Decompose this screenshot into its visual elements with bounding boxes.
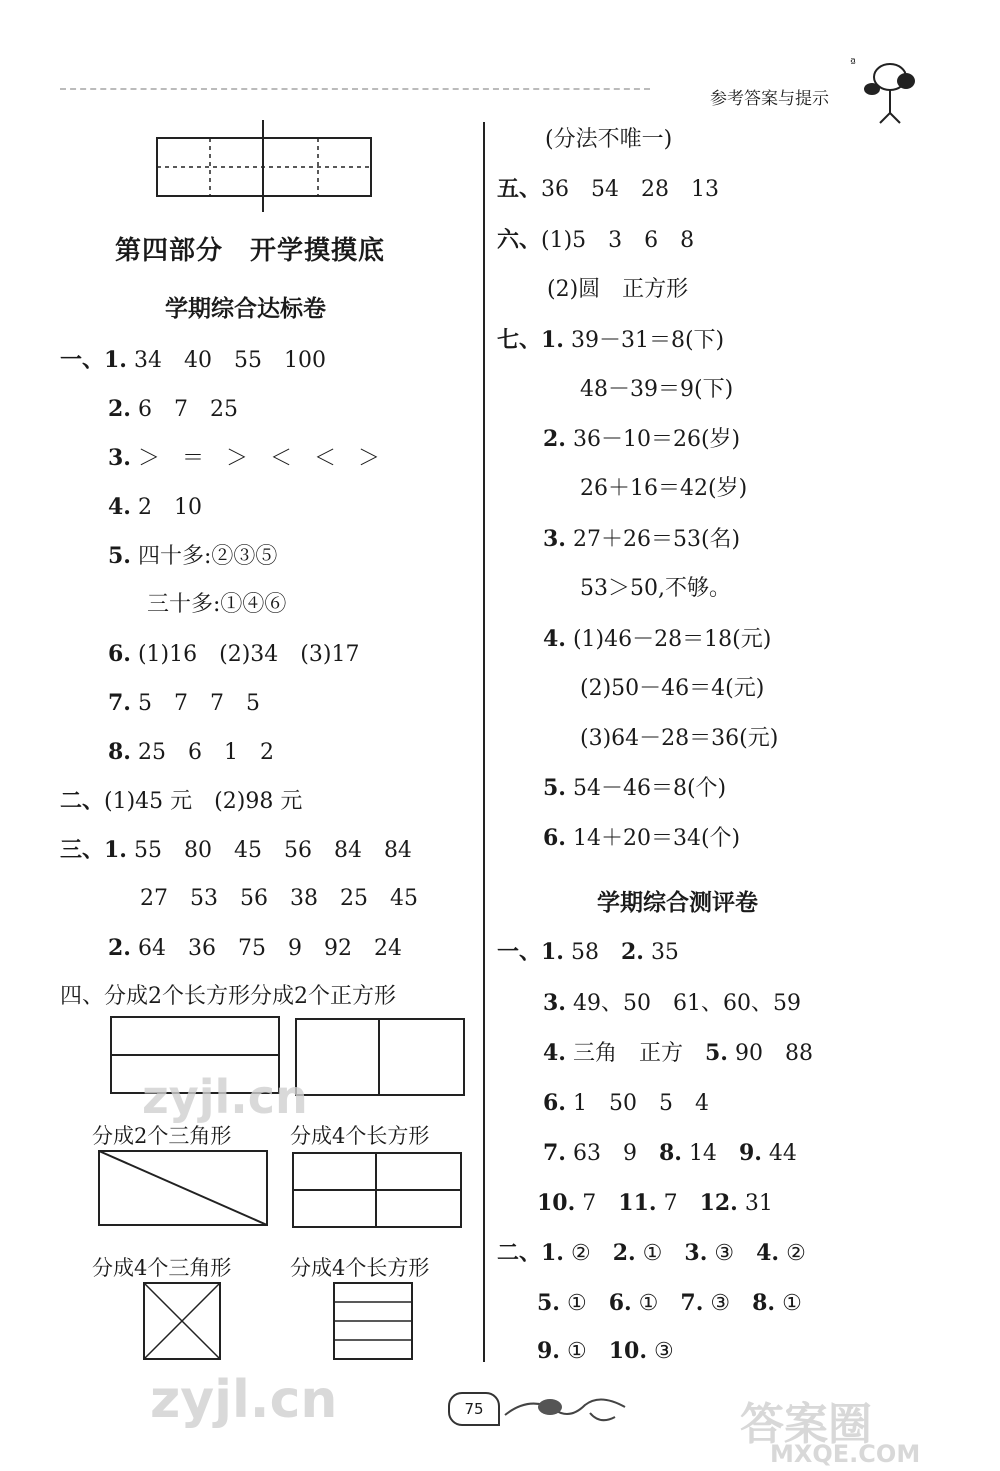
four-rectangles-figure-b <box>333 1282 415 1362</box>
answer-line: 5. ① 6. ① 7. ③ 8. ① <box>537 1290 802 1316</box>
answer-line: (2)50－46＝4(元) <box>580 676 765 701</box>
answer-line: 五、36 54 28 13 <box>497 176 719 202</box>
answer-line: 4. 2 10 <box>108 494 202 520</box>
four-rectangles-figure-a <box>292 1152 464 1230</box>
note-line: (分法不唯一) <box>545 127 673 152</box>
watermark: zyjl.cn <box>150 1370 338 1430</box>
answer-line: 5. 四十多:②③⑤ <box>108 543 278 569</box>
answer-line: 七、1. 39－31＝8(下) <box>497 327 725 353</box>
four-triangles-figure <box>143 1282 223 1362</box>
answer-line: 10. 7 11. 7 12. 31 <box>537 1190 773 1216</box>
answer-line: 六、(1)5 3 6 8 <box>497 227 695 253</box>
answer-line: 2. 64 36 75 9 92 24 <box>108 935 402 961</box>
answer-line: 7. 5 7 7 5 <box>108 690 260 716</box>
answer-line: 一、1. 34 40 55 100 <box>60 347 326 373</box>
watermark: zyjl.cn <box>142 1070 308 1124</box>
answer-line: 6. 1 50 5 4 <box>543 1090 709 1116</box>
answer-line: 9. ① 10. ③ <box>537 1338 674 1364</box>
answer-line: 二、(1)45 元 (2)98 元 <box>60 788 303 814</box>
watermark: MXQE.COM <box>770 1440 921 1468</box>
answer-line: 三十多:①④⑥ <box>147 592 287 617</box>
two-squares-figure <box>295 1018 467 1098</box>
answer-line: 二、1. ② 2. ① 3. ③ 4. ② <box>497 1240 806 1266</box>
answer-line: 7. 63 9 8. 14 9. 44 <box>543 1140 797 1166</box>
footer-decoration-icon <box>500 1385 630 1430</box>
answer-line: 53＞50,不够。 <box>580 576 731 601</box>
right-subtitle: 学期综合测评卷 <box>597 890 758 916</box>
answer-line: 3. 49、50 61、60、59 <box>543 990 801 1016</box>
answer-line: 一、1. 58 2. 35 <box>497 939 679 965</box>
answer-line: 3. 27＋26＝53(名) <box>543 526 741 552</box>
caption-two-triangles: 分成2个三角形 <box>92 1124 232 1148</box>
answer-line: (3)64－28＝36(元) <box>580 726 779 751</box>
answer-line: 6. 14＋20＝34(个) <box>543 825 741 851</box>
answer-line: 48－39＝9(下) <box>580 377 734 402</box>
header-title: 参考答案与提示 <box>710 89 829 109</box>
caption-four-rectangles-b: 分成4个长方形 <box>290 1256 430 1280</box>
left-subtitle: 学期综合达标卷 <box>165 296 326 322</box>
divided-rectangle-figure <box>155 120 375 215</box>
answer-line: 3. ＞ ＝ ＞ ＜ ＜ ＞ <box>108 445 380 471</box>
answer-line: 2. 6 7 25 <box>108 396 238 422</box>
mascot-icon <box>850 55 930 125</box>
answer-line: 2. 36－10＝26(岁) <box>543 426 741 452</box>
answer-line: (2)圆 正方形 <box>547 277 689 302</box>
caption-four-triangles: 分成4个三角形 <box>92 1256 232 1280</box>
caption-four-rectangles-a: 分成4个长方形 <box>290 1124 430 1148</box>
header-rule <box>60 88 650 90</box>
section-title: 第四部分 开学摸摸底 <box>115 236 386 266</box>
two-triangles-figure <box>98 1150 270 1228</box>
answer-line: 26＋16＝42(岁) <box>580 476 748 501</box>
answer-line: 三、1. 55 80 45 56 84 84 <box>60 837 412 863</box>
page-number: 75 <box>448 1392 500 1426</box>
svg-text:ª: ª <box>850 56 856 70</box>
q4-label: 四、分成2个长方形分成2个正方形 <box>60 984 396 1009</box>
column-divider <box>483 122 485 1362</box>
answer-line: 4. 三角 正方 5. 90 88 <box>543 1040 813 1066</box>
answer-line: 4. (1)46－28＝18(元) <box>543 626 772 652</box>
answer-line: 5. 54－46＝8(个) <box>543 775 727 801</box>
answer-line: 8. 25 6 1 2 <box>108 739 274 765</box>
answer-line: 6. (1)16 (2)34 (3)17 <box>108 641 360 667</box>
answer-line: 27 53 56 38 25 45 <box>140 886 418 911</box>
watermark-logo: 答案圈 <box>740 1399 872 1450</box>
